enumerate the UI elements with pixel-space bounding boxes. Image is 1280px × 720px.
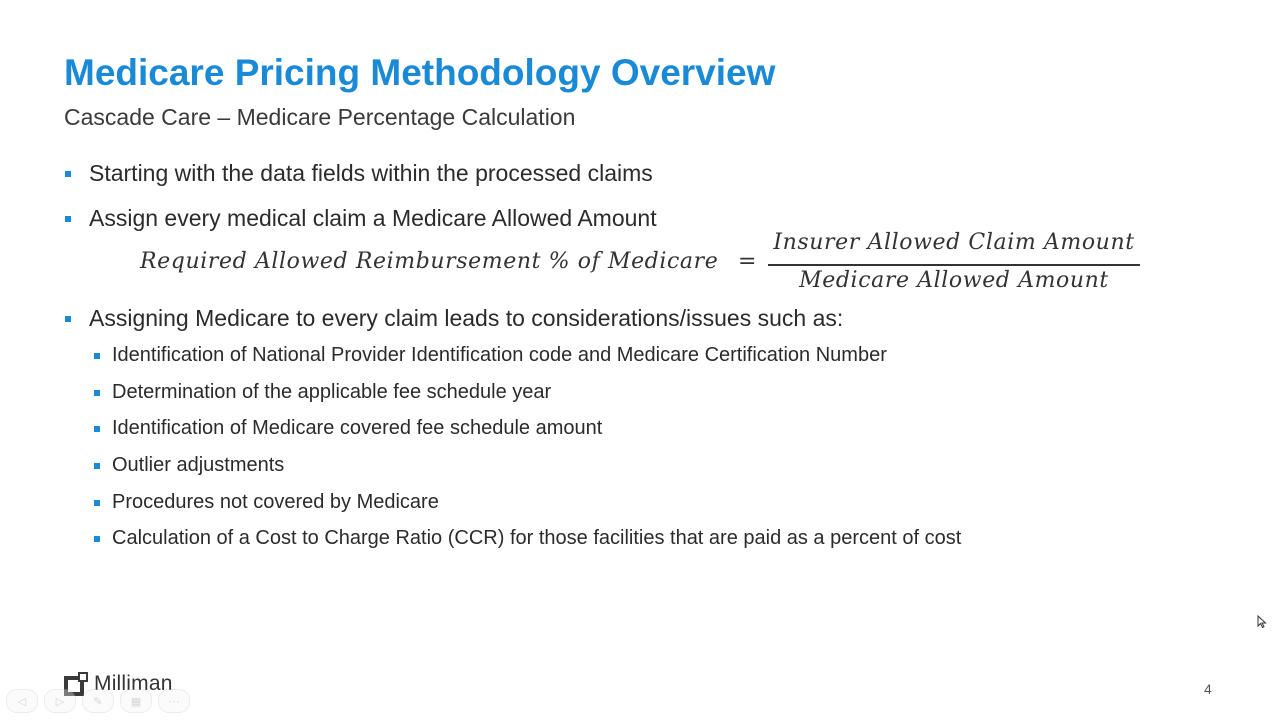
sub-bullet-item [94,527,961,550]
sub-bullet-item [94,344,887,367]
pen-icon: ✎ [93,695,103,708]
sub-bullet-item [94,417,602,440]
bullet-marker [94,536,100,542]
slide-player-controls [6,689,190,713]
sub-bullet-item [94,381,551,404]
bullet-marker [65,171,71,177]
more-options-button[interactable] [158,689,190,713]
formula-equals: = [738,249,757,274]
sub-bullet-text: Calculation of a Cost to Charge Ratio (CCR) for those facilities that are paid as a percent of cost [112,527,962,549]
bullet-item [65,205,657,232]
page-number: 4 [1204,681,1212,697]
sub-bullet-text: Identification of National Provider Identification code and Medicare Certification Number [112,344,887,366]
bullet-item [65,160,653,187]
reimbursement-formula [140,230,1145,294]
fraction-bar [768,264,1140,266]
formula-numerator: Insurer Allowed Claim Amount [773,230,1135,255]
bullet-marker [65,316,71,322]
sub-bullet-text: Procedures not covered by Medicare [112,491,439,513]
bullet-marker [94,426,100,432]
sub-bullet-text: Outlier adjustments [112,454,285,476]
bullet-text: Assigning Medicare to every claim leads to considerations/issues such as: [89,305,844,331]
see-all-slides-button[interactable] [120,689,152,713]
previous-slide-button[interactable] [6,689,38,713]
pen-tool-button[interactable] [82,689,114,713]
slide-subtitle: Cascade Care – Medicare Percentage Calculation [64,104,576,130]
more-icon: ⋯ [168,695,180,708]
bullet-marker [94,463,100,469]
bullet-text: Starting with the data fields within the processed claims [89,160,653,186]
mouse-cursor-icon [1257,615,1267,629]
slide-title: Medicare Pricing Methodology Overview [64,52,776,93]
slides-icon: ▦ [130,695,142,708]
formula-lhs: Required Allowed Reimbursement % of Medicare [140,249,719,274]
bullet-marker [94,353,100,359]
sub-bullet-text: Identification of Medicare covered fee schedule amount [112,417,603,439]
previous-icon: ◁ [17,695,27,708]
bullet-item [65,305,843,332]
logo-text: Milliman [94,672,173,695]
bullet-marker [94,500,100,506]
sub-bullet-item [94,454,284,477]
formula-denominator: Medicare Allowed Amount [799,268,1109,293]
next-icon: ▷ [55,695,65,708]
sub-bullet-item [94,491,439,514]
sub-bullet-text: Determination of the applicable fee schedule year [112,381,552,403]
bullet-marker [94,390,100,396]
bullet-marker [65,216,71,222]
next-slide-button[interactable] [44,689,76,713]
bullet-text: Assign every medical claim a Medicare Allowed Amount [89,205,657,231]
